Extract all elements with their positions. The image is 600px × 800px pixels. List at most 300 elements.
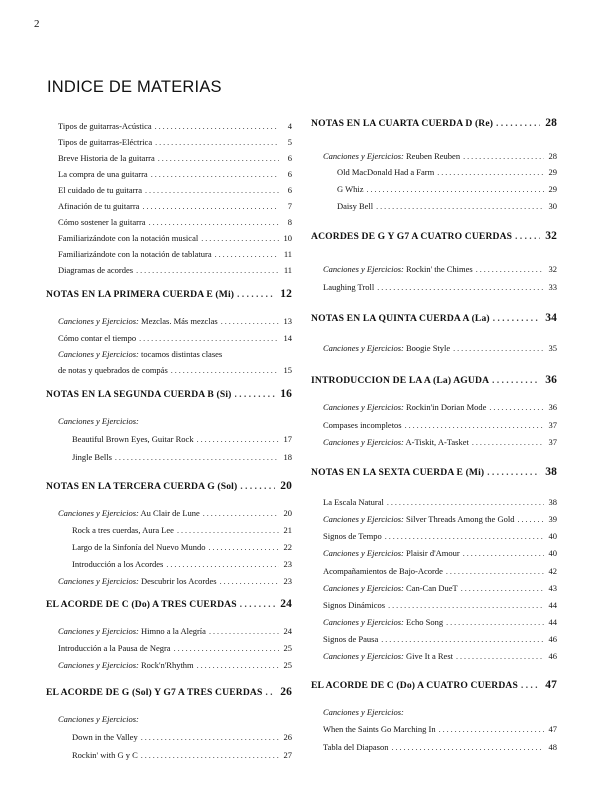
dot-leader	[197, 661, 279, 670]
songs-exercises-label: Canciones y Ejercicios:	[323, 402, 404, 412]
toc-entry-text: Plaisir d'Amour	[406, 548, 460, 558]
dot-leader	[177, 526, 279, 535]
toc-entry-title	[58, 265, 133, 275]
dot-leader	[145, 186, 279, 195]
dot-leader	[142, 202, 279, 211]
dot-leader	[197, 435, 279, 444]
toc-entry-text: Breve Historia de la guitarra	[58, 153, 155, 163]
toc-page-number: 8	[287, 217, 292, 227]
toc-entry-text: EL ACORDE DE G (Sol) Y G7 A TRES CUERDAS	[46, 687, 263, 698]
songs-exercises-label: Canciones y Ejercicios:	[323, 264, 404, 274]
dot-leader	[463, 152, 544, 161]
toc-entry-text: La Escala Natural	[323, 497, 384, 507]
toc-entry-text: Tipos de guitarras-Acústica	[58, 121, 152, 131]
toc-entry-title	[72, 434, 194, 444]
toc-entry-title	[323, 583, 458, 593]
toc-entry-text: INTRODUCCION DE LA A (La) AGUDA	[311, 375, 490, 386]
toc-entry-text: Rock a tres cuerdas, Aura Lee	[72, 525, 174, 535]
toc-entry-title	[323, 420, 402, 430]
toc-entry-text: Signos de Tempo	[323, 531, 382, 541]
toc-entry-text: A-Tiskit, A-Tasket	[405, 437, 469, 447]
toc-entry-introduccion-a-los-acordes	[46, 559, 292, 569]
toc-entry-text: Daisy Bell	[337, 201, 374, 211]
toc-section-heading-notas-en-la-sexta-cuerda-e-mi	[311, 466, 557, 478]
toc-subheading-canciones-y-ejercicios	[311, 707, 557, 717]
toc-entry-la-escala-natural	[311, 497, 557, 507]
dot-leader	[171, 366, 279, 375]
toc-entry-title	[58, 660, 194, 670]
toc-entry-introduccion-a-la-pausa-de-negra	[46, 643, 292, 653]
toc-page-number: 46	[548, 651, 557, 661]
toc-page-number: 13	[283, 316, 292, 326]
toc-page-number: 32	[545, 230, 557, 242]
toc-entry-diagramas-de-acordes	[46, 265, 292, 275]
songs-exercises-label: Canciones y Ejercicios:	[323, 514, 404, 524]
dot-leader	[209, 627, 279, 636]
toc-page-number: 20	[283, 508, 292, 518]
toc-page-number: 11	[283, 265, 292, 275]
toc-page-number: 42	[548, 566, 557, 576]
dot-leader	[136, 266, 279, 275]
toc-entry-reuben-reuben	[311, 151, 557, 161]
toc-entry-signos-dinamicos	[311, 600, 557, 610]
songs-exercises-label: Canciones y Ejercicios:	[323, 343, 404, 353]
toc-entry-text: G Whiz	[337, 184, 364, 194]
toc-section-heading-acordes-de-g-y-g7-a-cuatro-cuerdas	[311, 230, 557, 242]
dot-leader	[376, 202, 544, 211]
toc-entry-el-cuidado-de-tu-guitarra	[46, 185, 292, 195]
toc-entry-down-in-the-valley	[46, 732, 292, 742]
toc-entry-g-whiz	[311, 184, 557, 194]
songs-exercises-label: Canciones y Ejercicios:	[58, 576, 139, 586]
toc-entry-text: La compra de una guitarra	[58, 169, 148, 179]
toc-entry-title	[46, 599, 237, 610]
dot-leader	[174, 644, 279, 653]
dot-leader	[235, 389, 276, 399]
songs-exercises-label: Canciones y Ejercicios:	[58, 349, 139, 359]
toc-entry-text: EL ACORDE DE C (Do) A CUATRO CUERDAS	[311, 680, 518, 691]
dot-leader	[492, 375, 540, 385]
toc-page-number: 34	[545, 312, 557, 324]
dot-leader	[208, 543, 279, 552]
toc-entry-title	[58, 201, 139, 211]
toc-page-number: 33	[548, 282, 557, 292]
toc-entry-text: NOTAS EN LA QUINTA CUERDA A (La)	[311, 313, 490, 324]
toc-page-number: 10	[283, 233, 292, 243]
toc-entry-afinacion-de-tu-guitarra	[46, 201, 292, 211]
toc-page-number: 40	[548, 531, 557, 541]
toc-entry-rockin-the-chimes	[311, 264, 557, 274]
toc-entry-de-notas-y-quebrados-de-compas	[46, 365, 292, 375]
toc-entry-tabla-del-diapason	[311, 742, 557, 752]
toc-page-number: 37	[548, 420, 557, 430]
page-number: 2	[34, 18, 40, 30]
toc-entry-title	[72, 750, 138, 760]
dot-leader	[265, 687, 275, 697]
toc-entry-breve-historia-de-la-guitarra	[46, 153, 292, 163]
toc-entry-daisy-bell	[311, 201, 557, 211]
toc-entry-title	[58, 365, 168, 375]
dot-leader	[155, 138, 279, 147]
toc-entry-title	[323, 617, 443, 627]
toc-entry-plaisir-d-amour	[311, 548, 557, 558]
songs-exercises-label: Canciones y Ejercicios:	[58, 508, 139, 518]
toc-page-number: 38	[548, 497, 557, 507]
toc-page-number: 26	[280, 686, 292, 698]
toc-entry-jingle-bells	[46, 452, 292, 462]
toc-entry-title	[323, 634, 378, 644]
toc-entry-text: Familiarizándote con la notación musical	[58, 233, 199, 243]
toc-page-number: 37	[548, 437, 557, 447]
dot-leader	[463, 549, 544, 558]
toc-page-number: 24	[283, 626, 292, 636]
toc-entry-title	[58, 643, 171, 653]
toc-entry-title	[323, 742, 389, 752]
toc-entry-old-macdonald-had-a-farm	[311, 167, 557, 177]
toc-page-number: 40	[548, 548, 557, 558]
toc-entry-title	[323, 707, 404, 717]
toc-entry-text: Introducción a la Pausa de Negra	[58, 643, 171, 653]
toc-page-number: 29	[548, 167, 557, 177]
toc-entry-text: NOTAS EN LA CUARTA CUERDA D (Re)	[311, 118, 494, 129]
toc-entry-text: Cómo contar el tiempo	[58, 333, 137, 343]
toc-entry-text: de notas y quebrados de compás	[58, 365, 168, 375]
toc-entry-text: Rockin' with G y C	[72, 750, 138, 760]
dot-leader	[487, 467, 540, 477]
toc-entry-title	[311, 313, 490, 324]
toc-entry-title	[311, 375, 489, 386]
toc-entry-tipos-de-guitarras-electrica	[46, 137, 292, 147]
toc-entry-signos-de-tempo	[311, 531, 557, 541]
toc-entry-text: Laughing Troll	[323, 282, 375, 292]
songs-exercises-label: Canciones y Ejercicios:	[58, 660, 139, 670]
toc-entry-title	[58, 233, 198, 243]
toc-entry-text: Mezclas. Más mezclas	[141, 316, 218, 326]
toc-entry-text: NOTAS EN LA SEGUNDA CUERDA B (Si)	[46, 389, 232, 400]
toc-page-number: 17	[283, 434, 292, 444]
dot-leader	[139, 334, 279, 343]
toc-entry-beautiful-brown-eyes-guitar-rock	[46, 434, 292, 444]
toc-entry-title	[58, 349, 222, 359]
dot-leader	[517, 515, 544, 524]
toc-entry-text: Reuben Reuben	[406, 151, 461, 161]
toc-entry-text: Tabla del Diapason	[323, 742, 389, 752]
toc-section-heading-notas-en-la-cuarta-cuerda-d-re	[311, 117, 557, 129]
toc-page-number: 7	[287, 201, 292, 211]
toc-page-number: 30	[548, 201, 557, 211]
toc-section-heading-notas-en-la-quinta-cuerda-a-la	[311, 312, 557, 324]
dot-leader	[215, 250, 279, 259]
toc-entry-text: Echo Song	[406, 617, 444, 627]
toc-entry-text: Signos Dinámicos	[323, 600, 386, 610]
toc-entry-title	[58, 714, 139, 724]
toc-entry-text: Give It a Rest	[406, 651, 453, 661]
dot-leader	[149, 218, 279, 227]
toc-entry-como-contar-el-tiempo	[46, 333, 292, 343]
dot-leader	[515, 231, 540, 241]
toc-entry-title	[337, 167, 434, 177]
toc-entry-silver-threads-among-the-gold	[311, 514, 557, 524]
toc-entry-title	[58, 121, 152, 131]
toc-subheading-canciones-y-ejercicios	[46, 416, 292, 426]
toc-page-number: 6	[287, 169, 292, 179]
toc-entry-laughing-troll	[311, 282, 557, 292]
toc-entry-text: Jingle Bells	[72, 452, 112, 462]
toc-entry-title	[58, 169, 148, 179]
toc-entry-text: Cómo sostener la guitarra	[58, 217, 146, 227]
toc-entry-text: Rock'n'Rhythm	[141, 660, 194, 670]
toc-page-number: 6	[287, 153, 292, 163]
toc-entry-title	[323, 600, 385, 610]
toc-entry-echo-song	[311, 617, 557, 627]
toc-entry-himno-a-la-alegria	[46, 626, 292, 636]
dot-leader	[387, 498, 544, 507]
toc-entry-title	[46, 289, 234, 300]
toc-entry-title	[58, 333, 136, 343]
toc-page-number: 16	[280, 388, 292, 400]
toc-entry-can-can-duet	[311, 583, 557, 593]
dot-leader	[151, 170, 279, 179]
toc-entry-text: Compases incompletos	[323, 420, 402, 430]
dot-leader	[437, 168, 544, 177]
dot-leader	[240, 481, 275, 491]
toc-entry-text: NOTAS EN LA TERCERA CUERDA G (Sol)	[46, 481, 238, 492]
toc-entry-give-it-a-rest	[311, 651, 557, 661]
toc-section-heading-introduccion-de-la-a-la-aguda	[311, 374, 557, 386]
dot-leader	[453, 344, 544, 353]
toc-entry-title	[72, 525, 174, 535]
toc-entry-title	[58, 508, 200, 518]
toc-entry-title	[311, 231, 512, 242]
toc-entry-au-clair-de-lune	[46, 508, 292, 518]
toc-page-number: 23	[283, 576, 292, 586]
songs-exercises-label: Canciones y Ejercicios:	[323, 651, 404, 661]
toc-entry-text: Signos de Pausa	[323, 634, 379, 644]
toc-page-number: 48	[548, 742, 557, 752]
songs-exercises-label: Canciones y Ejercicios:	[323, 617, 404, 627]
toc-entry-title	[323, 282, 374, 292]
toc-entry-title	[323, 437, 469, 447]
toc-entry-text: EL ACORDE DE C (Do) A TRES CUERDAS	[46, 599, 237, 610]
dot-leader	[439, 725, 544, 734]
toc-entry-title	[58, 153, 155, 163]
toc-entry-title	[323, 548, 460, 558]
toc-entry-title	[337, 201, 373, 211]
dot-leader	[141, 733, 279, 742]
toc-entry-text: Beautiful Brown Eyes, Guitar Rock	[72, 434, 194, 444]
toc-entry-title	[323, 402, 486, 412]
toc-page-number: 25	[283, 643, 292, 653]
toc-entry-title	[72, 732, 138, 742]
toc-page-number: 32	[548, 264, 557, 274]
songs-exercises-label: Canciones y Ejercicios:	[58, 316, 139, 326]
dot-leader	[141, 751, 279, 760]
toc-section-heading-notas-en-la-primera-cuerda-e-mi	[46, 288, 292, 300]
toc-entry-text: El cuidado de tu guitarra	[58, 185, 143, 195]
dot-leader	[521, 680, 540, 690]
toc-entry-text: Familiarizándote con la notación de tablatura	[58, 249, 212, 259]
toc-entry-text: NOTAS EN LA PRIMERA CUERDA E (Mi)	[46, 289, 235, 300]
toc-entry-title	[58, 217, 146, 227]
toc-page-number: 6	[287, 185, 292, 195]
toc-entry-title	[72, 559, 163, 569]
toc-entry-text: Descubrir los Acordes	[141, 576, 217, 586]
toc-entry-text: Au Clair de Lune	[140, 508, 200, 518]
toc-entry-text: Tipos de guitarras-Eléctrica	[58, 137, 153, 147]
dot-leader	[367, 185, 544, 194]
toc-page-number: 5	[287, 137, 292, 147]
toc-page-number: 35	[548, 343, 557, 353]
toc-entry-text: Old MacDonald Had a Farm	[337, 167, 435, 177]
dot-leader	[201, 234, 279, 243]
toc-entry-text: Largo de la Sinfonía del Nuevo Mundo	[72, 542, 206, 552]
dot-leader	[476, 265, 544, 274]
toc-page-number: 14	[283, 333, 292, 343]
toc-entry-tocamos-distintas-clases	[46, 349, 292, 359]
toc-entry-text: tocamos distintas clases	[141, 349, 223, 359]
toc-entry-when-the-saints-go-marching-in	[311, 724, 557, 734]
toc-entry-signos-de-pausa	[311, 634, 557, 644]
toc-entry-familiarizandote-con-la-notacion-de-tablatura	[46, 249, 292, 259]
toc-section-heading-notas-en-la-tercera-cuerda-g-sol	[46, 480, 292, 492]
toc-entry-text: Silver Threads Among the Gold	[406, 514, 515, 524]
toc-entry-descubrir-los-acordes	[46, 576, 292, 586]
dot-leader	[456, 652, 544, 661]
toc-page-number: 15	[283, 365, 292, 375]
dot-leader	[446, 567, 544, 576]
toc-page-number: 27	[283, 750, 292, 760]
dot-leader	[461, 584, 544, 593]
dot-leader	[385, 532, 544, 541]
dot-leader	[237, 289, 275, 299]
toc-page-number: 36	[545, 374, 557, 386]
toc-page-number: 44	[548, 600, 557, 610]
toc-entry-rock-n-rhythm	[46, 660, 292, 670]
dot-leader	[388, 601, 544, 610]
toc-entry-largo-de-la-sinfonia-del-nuevo-mundo	[46, 542, 292, 552]
toc-entry-familiarizandote-con-la-notacion-musical	[46, 233, 292, 243]
toc-entry-title	[58, 249, 212, 259]
toc-page-number: 4	[287, 121, 292, 131]
toc-entry-title	[323, 651, 453, 661]
toc-entry-title	[58, 416, 139, 426]
dot-leader	[220, 577, 279, 586]
dot-leader	[115, 453, 279, 462]
songs-exercises-label: Canciones y Ejercicios:	[323, 437, 404, 447]
toc-entry-text: Canciones y Ejercicios:	[58, 416, 139, 426]
toc-entry-text: When the Saints Go Marching In	[323, 724, 436, 734]
toc-entry-title	[323, 343, 450, 353]
toc-entry-text: Boogie Style	[406, 343, 451, 353]
toc-entry-compases-incompletos	[311, 420, 557, 430]
toc-entry-title	[58, 185, 142, 195]
toc-section-heading-el-acorde-de-c-do-a-cuatro-cuerdas	[311, 679, 557, 691]
toc-entry-title	[323, 514, 514, 524]
toc-entry-text: Diagramas de acordes	[58, 265, 134, 275]
dot-leader	[489, 403, 544, 412]
songs-exercises-label: Canciones y Ejercicios:	[58, 626, 139, 636]
toc-page-number: 18	[283, 452, 292, 462]
toc-entry-text: Afinación de tu guitarra	[58, 201, 140, 211]
toc-entry-title	[323, 497, 384, 507]
toc-page-number: 46	[548, 634, 557, 644]
toc-entry-text: Down in the Valley	[72, 732, 138, 742]
toc-page-number: 26	[283, 732, 292, 742]
toc-page-number: 20	[280, 480, 292, 492]
toc-entry-tipos-de-guitarras-acustica	[46, 121, 292, 131]
toc-page-number: 28	[548, 151, 557, 161]
toc-entry-title	[46, 389, 232, 400]
toc-entry-text: Can-Can DueT	[406, 583, 458, 593]
toc-entry-title	[46, 481, 237, 492]
dot-leader	[221, 317, 279, 326]
toc-entry-text: Canciones y Ejercicios:	[323, 707, 404, 717]
toc-page-number: 36	[548, 402, 557, 412]
toc-section-heading-notas-en-la-segunda-cuerda-b-si	[46, 388, 292, 400]
toc-entry-title	[323, 724, 436, 734]
toc-entry-text: Introducción a los Acordes	[72, 559, 164, 569]
toc-page-number: 22	[283, 542, 292, 552]
toc-entry-como-sostener-la-guitarra	[46, 217, 292, 227]
page-title: INDICE DE MATERIAS	[47, 78, 222, 96]
toc-page-number: 25	[283, 660, 292, 670]
dot-leader	[240, 599, 275, 609]
toc-entry-title	[58, 316, 218, 326]
dot-leader	[166, 560, 279, 569]
toc-page-number: 24	[280, 598, 292, 610]
toc-page-number: 39	[548, 514, 557, 524]
dot-leader	[446, 618, 544, 627]
toc-entry-rockin-with-g-y-c	[46, 750, 292, 760]
dot-leader	[203, 509, 279, 518]
dot-leader	[405, 421, 544, 430]
toc-entry-la-compra-de-una-guitarra	[46, 169, 292, 179]
toc-page-number: 11	[283, 249, 292, 259]
toc-entry-title	[323, 566, 443, 576]
songs-exercises-label: Canciones y Ejercicios:	[323, 583, 404, 593]
toc-section-heading-el-acorde-de-c-do-a-tres-cuerdas	[46, 598, 292, 610]
songs-exercises-label: Canciones y Ejercicios:	[323, 151, 404, 161]
toc-entry-title	[58, 626, 206, 636]
dot-leader	[472, 438, 544, 447]
toc-page-number: 47	[545, 679, 557, 691]
toc-entry-title	[311, 467, 484, 478]
toc-page-number: 47	[548, 724, 557, 734]
toc-entry-boogie-style	[311, 343, 557, 353]
toc-entry-text: ACORDES DE G Y G7 A CUATRO CUERDAS	[311, 231, 513, 242]
toc-page-number: 12	[280, 288, 292, 300]
toc-entry-title	[72, 452, 112, 462]
toc-entry-title	[72, 542, 205, 552]
toc-entry-title	[311, 680, 518, 691]
toc-entry-title	[323, 531, 382, 541]
toc-entry-text: Rockin' the Chimes	[406, 264, 473, 274]
toc-entry-text: Canciones y Ejercicios:	[58, 714, 139, 724]
toc-entry-acompanamientos-de-bajo-acorde	[311, 566, 557, 576]
dot-leader	[496, 118, 540, 128]
toc-entry-rock-a-tres-cuerdas-aura-lee	[46, 525, 292, 535]
toc-entry-title	[46, 687, 262, 698]
toc-page-number: 43	[548, 583, 557, 593]
dot-leader	[158, 154, 279, 163]
dot-leader	[381, 635, 544, 644]
toc-entry-title	[323, 151, 460, 161]
dot-leader	[155, 122, 279, 131]
toc-page-number: 29	[548, 184, 557, 194]
dot-leader	[392, 743, 545, 752]
toc-entry-title	[58, 137, 152, 147]
toc-page-number: 28	[545, 117, 557, 129]
